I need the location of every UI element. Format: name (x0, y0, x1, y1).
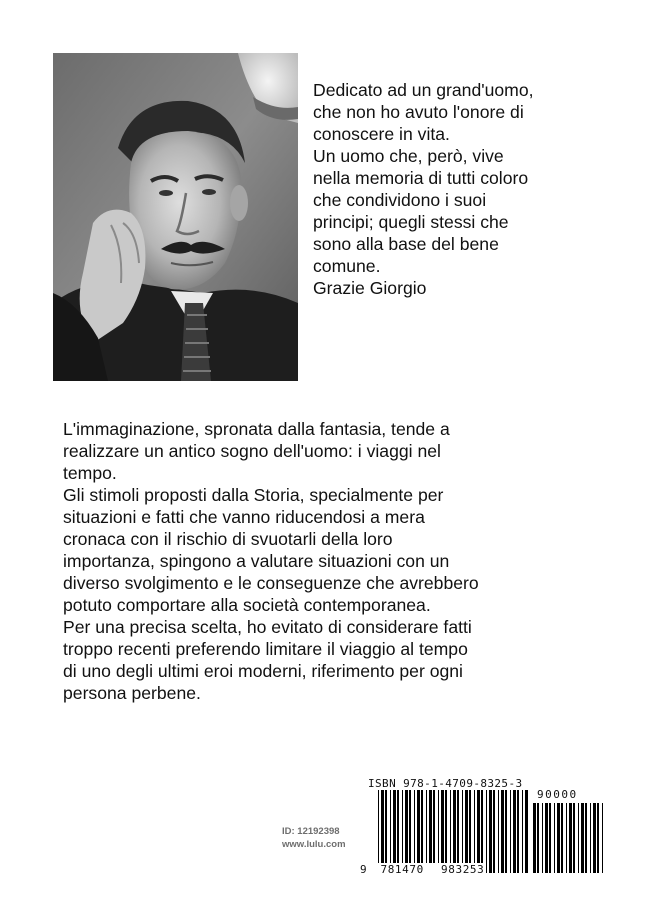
dedication-line: nella memoria di tutti coloro (313, 168, 529, 188)
barcode-bar (390, 790, 391, 873)
blurb-line: persona perbene. (63, 683, 201, 703)
blurb-line: potuto comportare alla società contemporanea. (63, 595, 431, 615)
barcode-bar (510, 790, 511, 873)
price-code-label: 90000 (537, 788, 578, 801)
dedication-text (313, 79, 633, 299)
barcode-bar (545, 803, 548, 873)
barcode-bar (397, 790, 399, 873)
barcode-bar (533, 803, 536, 873)
barcode-bar (578, 803, 579, 873)
barcode-bar (453, 790, 456, 873)
barcode-bar (554, 803, 555, 873)
blurb-line: tempo. (63, 463, 117, 483)
barcode-bar (381, 790, 384, 873)
barcode-bar (441, 790, 444, 873)
back-cover-blurb (63, 418, 623, 704)
barcode-bar (486, 790, 487, 873)
blurb-line: importanza, spingono a valutare situazioni con un (63, 551, 450, 571)
barcode-bar (505, 790, 507, 873)
portrait-photo-icon (53, 53, 298, 381)
ean-first-digit: 9 (360, 863, 368, 876)
barcode-bar (573, 803, 575, 873)
dedication-line: Dedicato ad un grand'uomo, (313, 80, 534, 100)
barcode-bar (549, 803, 551, 873)
dedication-line: che non ho avuto l'onore di (313, 102, 524, 122)
blurb-line: di uno degli ultimi eroi moderni, riferimento per ogni (63, 661, 463, 681)
barcode-bar (426, 790, 427, 873)
blurb-line: Per una precisa scelta, ho evitato di considerare fatti (63, 617, 472, 637)
barcode-bar (469, 790, 471, 873)
barcode-bar (417, 790, 420, 873)
blurb-line: L'immaginazione, spronata dalla fantasia, tende a (63, 419, 450, 439)
dedication-line: comune. (313, 256, 381, 276)
barcode-bar (385, 790, 387, 873)
barcode-bar (498, 790, 499, 873)
lulu-publisher-mark (282, 825, 346, 851)
lulu-website: www.lulu.com (282, 839, 346, 850)
blurb-line: realizzare un antico sogno dell'uomo: i viaggi nel (63, 441, 441, 461)
ean-right-group: 983253 (441, 863, 485, 876)
barcode-bar (402, 790, 403, 873)
dedication-line: sono alla base del bene (313, 234, 499, 254)
barcode-bar (409, 790, 411, 873)
barcode-bar (393, 790, 396, 873)
barcode-bar (414, 790, 415, 873)
blurb-line: cronaca con il rischio di svuotarli della loro (63, 529, 393, 549)
barcode-bar (433, 790, 435, 873)
barcode-bar (477, 790, 480, 873)
barcode-bar (602, 803, 603, 873)
barcode-bar (522, 790, 523, 873)
blurb-line: Gli stimoli proposti dalla Storia, specialmente per (63, 485, 444, 505)
blurb-line: diverso svolgimento e le conseguenze che avrebbero (63, 573, 479, 593)
blurb-line: situazioni e fatti che vanno riducendosi a mera (63, 507, 425, 527)
barcode-bar (597, 803, 599, 873)
barcode-bar (445, 790, 447, 873)
barcode-bar (542, 803, 543, 873)
barcode-bar (450, 790, 451, 873)
ean-digits (360, 863, 484, 876)
dedication-line: principi; quegli stessi che (313, 212, 509, 232)
barcode-bar (489, 790, 492, 873)
barcode-bar (481, 790, 483, 873)
barcode-bar (569, 803, 572, 873)
barcode-bar (465, 790, 468, 873)
lulu-id: ID: 12192398 (282, 826, 340, 837)
barcode-bar (537, 803, 539, 873)
blurb-line: troppo recenti preferendo limitare il viaggio al tempo (63, 639, 468, 659)
dedication-line: Grazie Giorgio (313, 278, 427, 298)
barcode-bar (474, 790, 475, 873)
barcode-bar (590, 803, 591, 873)
dedication-line: che condividono i suoi (313, 190, 487, 210)
barcode-bar (493, 790, 495, 873)
barcode-bar (457, 790, 459, 873)
isbn-barcode (360, 777, 610, 880)
barcode-bar (517, 790, 519, 873)
barcode-bar (561, 803, 563, 873)
barcode-bar (513, 790, 516, 873)
barcode-bar (566, 803, 567, 873)
barcode-bar (593, 803, 596, 873)
barcode-bar (501, 790, 504, 873)
dedication-line: Un uomo che, però, vive (313, 146, 504, 166)
barcode-bar (405, 790, 408, 873)
barcode-bar (438, 790, 439, 873)
dedication-line: conoscere in vita. (313, 124, 450, 144)
isbn-label: ISBN 978-1-4709-8325-3 (368, 777, 523, 790)
barcode-bar (429, 790, 432, 873)
barcode-bar (462, 790, 463, 873)
ean-left-group: 781470 (380, 863, 424, 876)
barcode-bar (525, 790, 528, 873)
barcode-bar (557, 803, 560, 873)
portrait-photo (53, 53, 298, 381)
barcode-bar (421, 790, 423, 873)
barcode-bar (378, 790, 379, 873)
barcode-bar (581, 803, 584, 873)
barcode-bar (585, 803, 587, 873)
